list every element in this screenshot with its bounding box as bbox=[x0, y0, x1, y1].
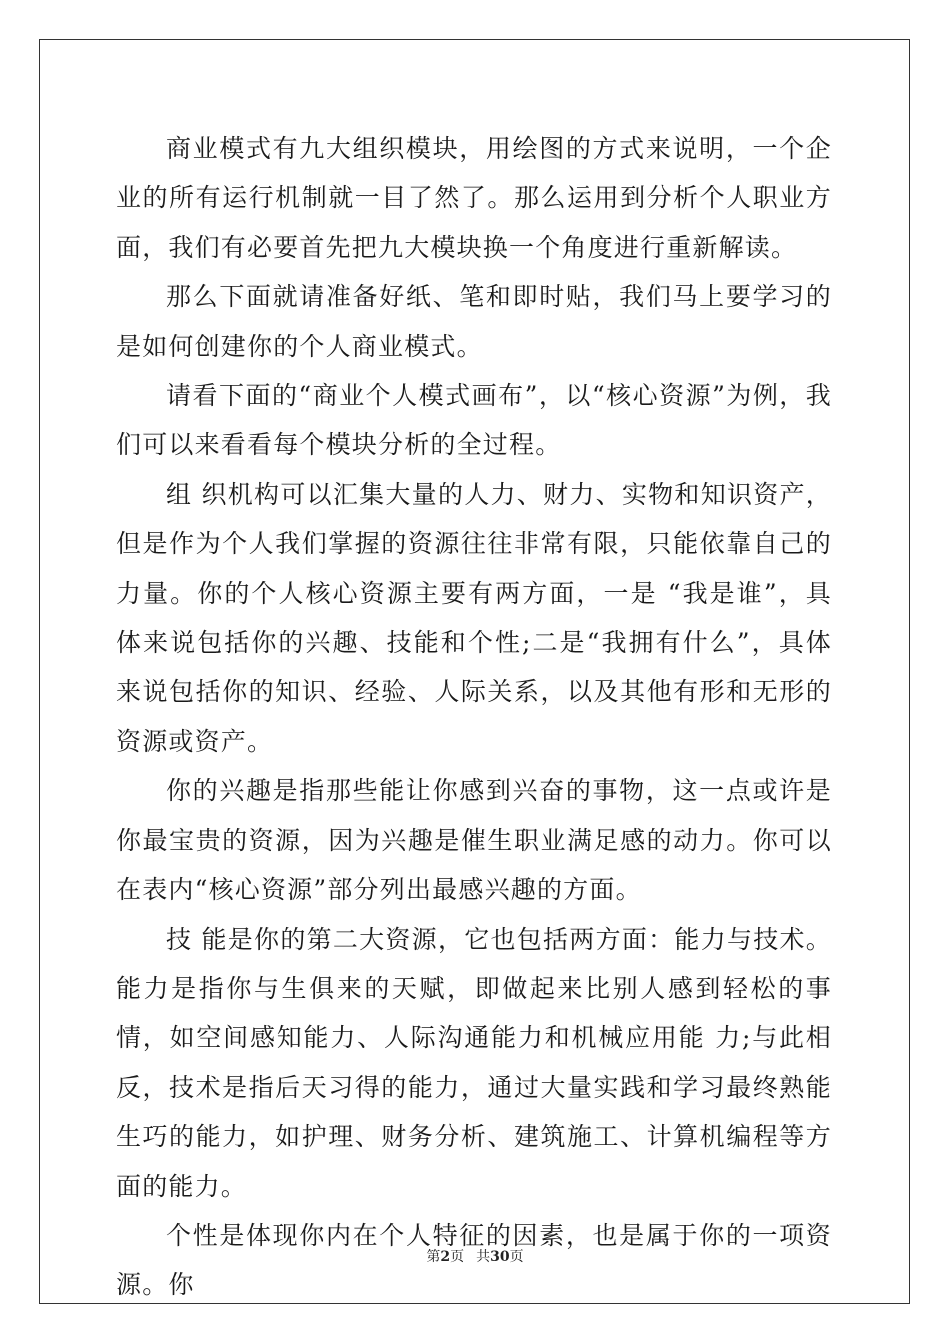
paragraph-5: 你的兴趣是指那些能让你感到兴奋的事物，这一点或许是你最宝贵的资源，因为兴趣是催生职业满足感的动力。你可以在表内“核心资源”部分列出最感兴趣的方面。 bbox=[116, 776, 832, 905]
paragraph-6: 技 能是你的第二大资源，它也包括两方面：能力与技术。能力是指你与生俱来的天赋，即做起来比别人感到轻松的事情，如空间感知能力、人际沟通能力和机械应用能 力;与此相反，技术是指后天习得的能力，通过大量实践和学习最终熟能生巧的能力，如护理、财务分析、建筑施工、计算机编程等方面的能力。 bbox=[116, 924, 832, 1201]
page-number: 2 bbox=[440, 1249, 451, 1265]
page-footer bbox=[0, 1246, 950, 1266]
paragraph-1: 商业模式有九大组织模块，用绘图的方式来说明，一个企业的所有运行机制就一目了然了。那么运用到分析个人职业方面，我们有必要首先把九大模块换一个角度进行重新解读。 bbox=[116, 134, 832, 262]
total-prefix: 共 bbox=[476, 1249, 491, 1265]
paragraph-3: 请看下面的“商业个人模式画布”，以“核心资源”为例，我们可以来看看每个模块分析的全过程。 bbox=[116, 381, 832, 460]
total-suffix: 页 bbox=[509, 1249, 524, 1265]
page-prefix: 第 bbox=[426, 1249, 441, 1265]
paragraph-4: 组 织机构可以汇集大量的人力、财力、实物和知识资产，但是作为个人我们掌握的资源往往非常有限，只能依靠自己的力量。你的个人核心资源主要有两方面，一是 “我是谁”，具体来说包括你的兴趣、技能和个性;二是“我拥有什么”，具体来说包括你的知识、经验、人际关系，以及其他有形和无形的资源或资产。 bbox=[116, 479, 832, 756]
paragraph-2: 那么下面就请准备好纸、笔和即时贴，我们马上要学习的是如何创建你的个人商业模式。 bbox=[116, 282, 832, 361]
document-body bbox=[116, 124, 832, 1310]
paragraph-7: 个性是体现你内在个人特征的因素，也是属于你的一项资源。你 bbox=[116, 1220, 832, 1300]
total-pages: 30 bbox=[490, 1249, 510, 1265]
page-suffix: 页 bbox=[450, 1249, 465, 1265]
